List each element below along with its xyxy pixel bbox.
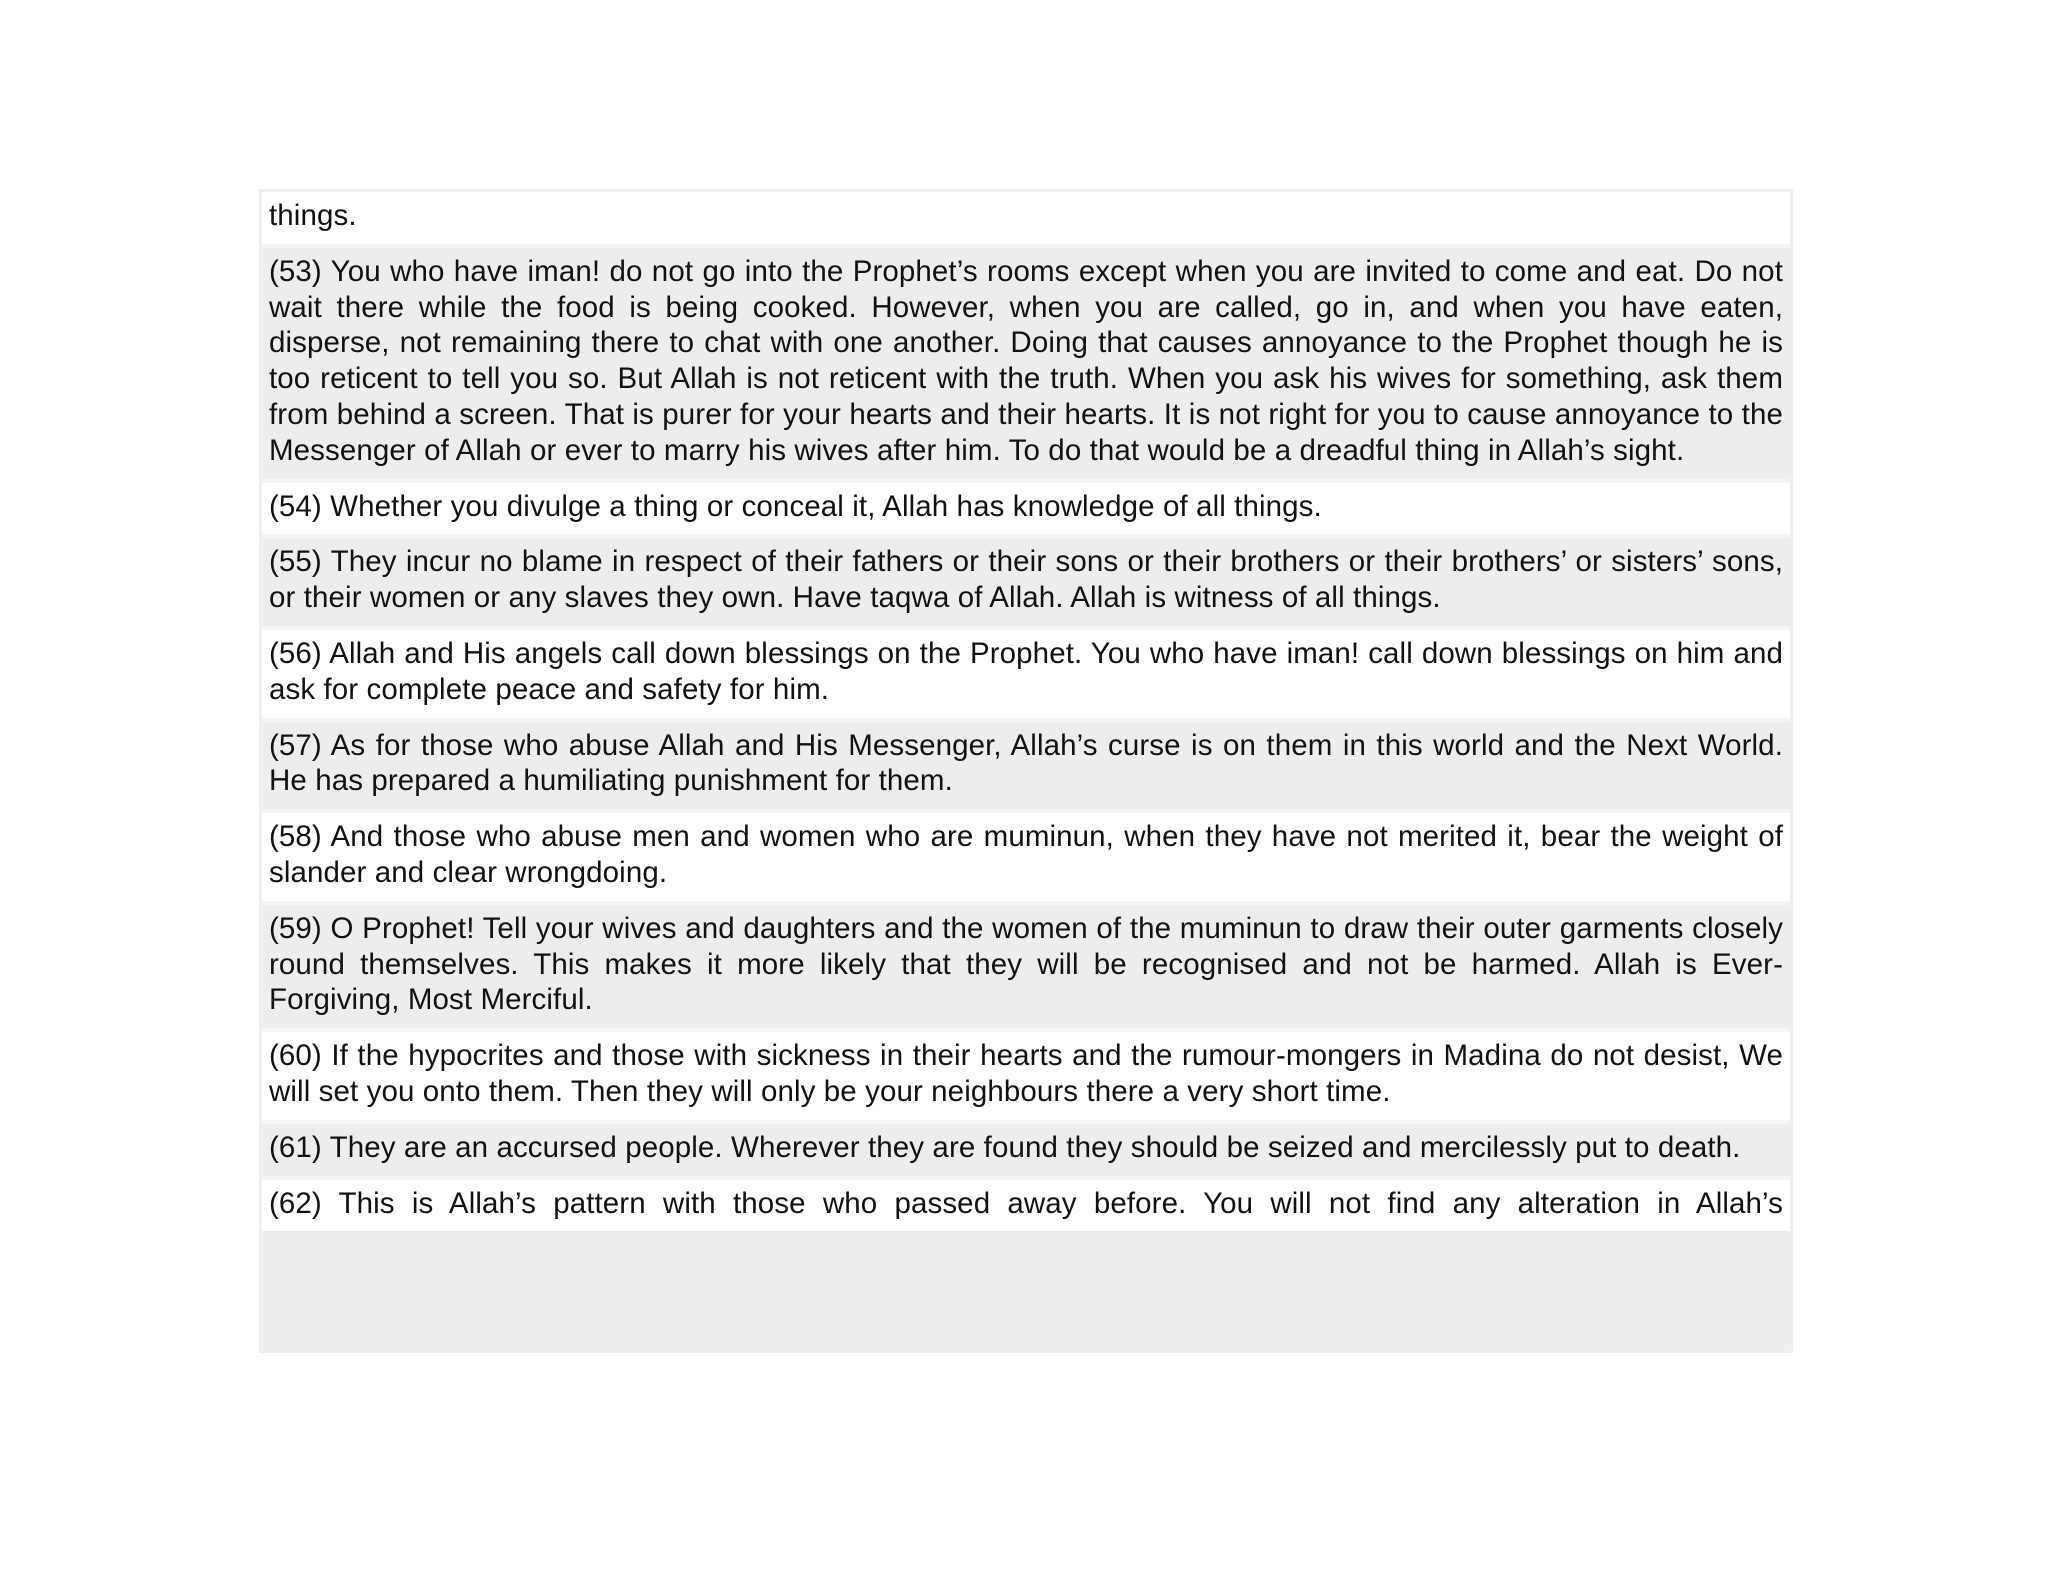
verse-60: (60) If the hypocrites and those with sickness in their hearts and the rumour-mongers in Madina do not desist, We will set you onto them. Then they will only be your neighbours there a very short time.	[262, 1032, 1790, 1124]
verse-55: (55) They incur no blame in respect of their fathers or their sons or their brothers or their brothers’ or sisters’ sons, or their women or any slaves they own. Have taqwa of Allah. Allah is witness of all things.	[262, 538, 1790, 630]
verse-58: (58) And those who abuse men and women who are muminun, when they have not merited it, bear the weight of slander and clear wrongdoing.	[262, 813, 1790, 905]
verse-54: (54) Whether you divulge a thing or conceal it, Allah has knowledge of all things.	[262, 483, 1790, 539]
verse-fragment-things: things.	[262, 192, 1790, 248]
verse-62-partial: (62) This is Allah’s pattern with those who passed away before. You will not find any alteration in Allah’s	[262, 1180, 1790, 1232]
verse-56: (56) Allah and His angels call down blessings on the Prophet. You who have iman! call down blessings on him and ask for complete peace and safety for him.	[262, 630, 1790, 722]
verse-53: (53) You who have iman! do not go into the Prophet’s rooms except when you are invited to come and eat. Do not wait there while the food is being cooked. However, when you are called, go in, and when you have eaten, disperse, not remaining there to chat with one another. Doing that causes annoyance to the Prophet though he is too reticent to tell you so. But Allah is not reticent with the truth. When you ask his wives for something, ask them from behind a screen. That is purer for your hearts and their hearts. It is not right for you to cause annoyance to the Messenger of Allah or ever to marry his wives after him. To do that would be a dreadful thing in Allah’s sight.	[262, 248, 1790, 483]
document-page	[262, 192, 1790, 1350]
verse-57: (57) As for those who abuse Allah and His Messenger, Allah’s curse is on them in this world and the Next World. He has prepared a humiliating punishment for them.	[262, 722, 1790, 814]
verse-61: (61) They are an accursed people. Wherever they are found they should be seized and mercilessly put to death.	[262, 1124, 1790, 1180]
verse-59: (59) O Prophet! Tell your wives and daughters and the women of the muminun to draw their outer garments closely round themselves. This makes it more likely that they will be recognised and not be harmed. Allah is Ever-Forgiving, Most Merciful.	[262, 905, 1790, 1032]
